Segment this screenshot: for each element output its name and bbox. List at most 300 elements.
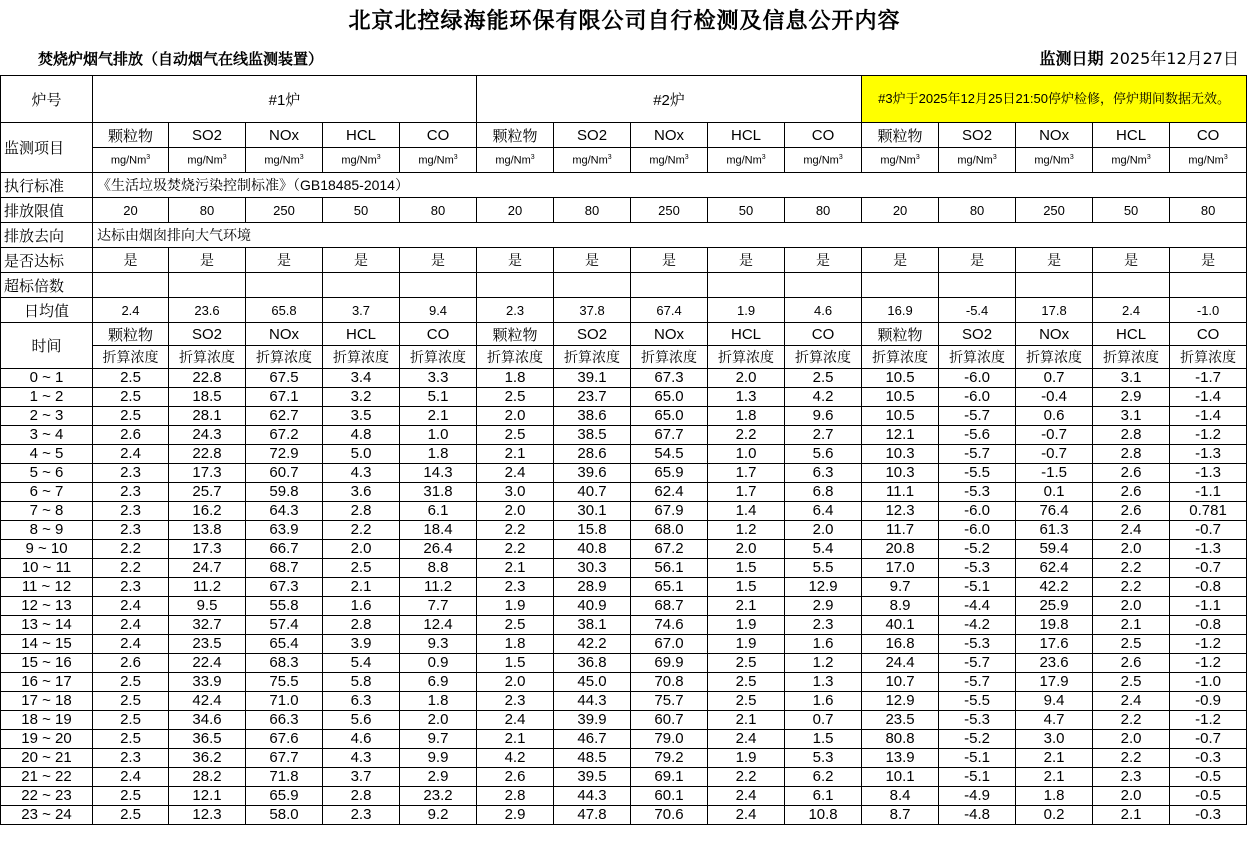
value-cell: 5.6 [323,711,400,730]
daily-avg-cell: 2.3 [477,298,554,323]
hourly-pollutant-header: NOx [631,323,708,346]
value-cell: 8.4 [862,787,939,806]
furnace-label: 炉号 [1,76,93,123]
unit-text: mg/Nm [803,154,839,167]
pollutant-header: CO [785,123,862,148]
pollutant-header: NOx [246,123,323,148]
converted-header: 折算浓度 [169,346,246,369]
value-cell: -5.3 [939,559,1016,578]
value-cell: 2.2 [93,540,169,559]
value-cell: 24.3 [169,426,246,445]
unit-text: mg/Nm [1111,154,1147,167]
daily-avg-cell: 2.4 [1093,298,1170,323]
value-cell: 2.0 [400,711,477,730]
compliance-cell: 是 [862,248,939,273]
value-cell: 24.4 [862,654,939,673]
value-cell: 2.1 [1093,616,1170,635]
value-cell: -4.9 [939,787,1016,806]
value-cell: -5.1 [939,578,1016,597]
value-cell: 62.7 [246,407,323,426]
value-cell: 2.1 [323,578,400,597]
standard-value: 《生活垃圾焚烧污染控制标准》（GB18485-2014） [93,173,1247,198]
time-cell: 16 ~ 17 [1,673,93,692]
value-cell: 1.5 [708,578,785,597]
value-cell: -5.2 [939,540,1016,559]
value-cell: 2.2 [93,559,169,578]
value-cell: 3.2 [323,388,400,407]
value-cell: 2.4 [708,730,785,749]
compliance-cell: 是 [400,248,477,273]
value-cell: 65.9 [631,464,708,483]
value-cell: 2.0 [1093,540,1170,559]
value-cell: 3.1 [1093,369,1170,388]
limit-cell: 80 [939,198,1016,223]
converted-header: 折算浓度 [477,346,554,369]
value-cell: 12.9 [785,578,862,597]
value-cell: 19.8 [1016,616,1093,635]
limit-cell: 50 [708,198,785,223]
value-cell: 2.6 [93,654,169,673]
table-row [1,502,1247,521]
value-cell: -5.3 [939,711,1016,730]
exceed-cell [323,273,400,298]
value-cell: -5.1 [939,768,1016,787]
table-row [1,692,1247,711]
time-cell: 3 ~ 4 [1,426,93,445]
value-cell: -0.4 [1016,388,1093,407]
value-cell: 30.3 [554,559,631,578]
value-cell: 67.3 [246,578,323,597]
value-cell: 12.9 [862,692,939,711]
table-row [1,787,1247,806]
pollutant-header: NOx [1016,123,1093,148]
compliance-cell: 是 [708,248,785,273]
value-cell: 6.9 [400,673,477,692]
value-cell: 9.9 [400,749,477,768]
value-cell: 2.5 [477,388,554,407]
value-cell: 5.0 [323,445,400,464]
pollutant-header: HCL [708,123,785,148]
value-cell: 1.5 [785,730,862,749]
value-cell: 9.6 [785,407,862,426]
value-cell: 68.0 [631,521,708,540]
value-cell: -5.7 [939,407,1016,426]
value-cell: 11.7 [862,521,939,540]
value-cell: 2.6 [1093,483,1170,502]
value-cell: 75.7 [631,692,708,711]
value-cell: 2.4 [93,445,169,464]
value-cell: 2.5 [93,730,169,749]
time-cell: 2 ~ 3 [1,407,93,426]
value-cell: 64.3 [246,502,323,521]
value-cell: 2.5 [93,369,169,388]
value-cell: 5.6 [785,445,862,464]
value-cell: 2.3 [1093,768,1170,787]
time-cell: 9 ~ 10 [1,540,93,559]
converted-header: 折算浓度 [323,346,400,369]
value-cell: 12.4 [400,616,477,635]
value-cell: -5.2 [939,730,1016,749]
value-cell: 17.9 [1016,673,1093,692]
value-cell: 12.3 [169,806,246,825]
time-cell: 17 ~ 18 [1,692,93,711]
unit-cell [323,148,400,173]
value-cell: 40.8 [554,540,631,559]
value-cell: 61.3 [1016,521,1093,540]
value-cell: 2.5 [708,692,785,711]
value-cell: 1.2 [785,654,862,673]
value-cell: 8.8 [400,559,477,578]
value-cell: 1.6 [323,597,400,616]
value-cell: 2.8 [1093,445,1170,464]
value-cell: 6.3 [323,692,400,711]
pollutant-header: CO [1170,123,1247,148]
table-row [1,483,1247,502]
value-cell: 3.7 [323,768,400,787]
value-cell: 57.4 [246,616,323,635]
value-cell: 1.4 [708,502,785,521]
exceed-cell [400,273,477,298]
value-cell: 2.5 [93,711,169,730]
value-cell: 2.1 [477,559,554,578]
value-cell: 2.3 [93,578,169,597]
time-cell: 5 ~ 6 [1,464,93,483]
value-cell: 4.2 [785,388,862,407]
value-cell: -1.4 [1170,407,1247,426]
value-cell: -5.6 [939,426,1016,445]
exceed-cell [169,273,246,298]
value-cell: 1.3 [785,673,862,692]
exceed-cell [631,273,708,298]
limit-cell: 80 [400,198,477,223]
value-cell: 67.5 [246,369,323,388]
value-cell: 9.7 [862,578,939,597]
time-cell: 22 ~ 23 [1,787,93,806]
value-cell: 3.1 [1093,407,1170,426]
unit-superscript: 3 [915,153,920,161]
value-cell: 6.2 [785,768,862,787]
value-cell: 2.1 [1016,749,1093,768]
value-cell: 12.1 [862,426,939,445]
value-cell: 23.2 [400,787,477,806]
table-row [1,540,1247,559]
daily-avg-cell: 67.4 [631,298,708,323]
unit-superscript: 3 [376,153,381,161]
unit-cell [93,148,169,173]
value-cell: 70.6 [631,806,708,825]
value-cell: 2.3 [785,616,862,635]
converted-header: 折算浓度 [1093,346,1170,369]
value-cell: 75.5 [246,673,323,692]
daily-avg-cell: 17.8 [1016,298,1093,323]
value-cell: 2.1 [477,445,554,464]
value-cell: 3.3 [400,369,477,388]
value-cell: 55.8 [246,597,323,616]
converted-header: 折算浓度 [246,346,323,369]
compliance-label: 是否达标 [1,248,93,273]
time-cell: 11 ~ 12 [1,578,93,597]
pollutant-header: 颗粒物 [477,123,554,148]
pollutant-header: SO2 [169,123,246,148]
value-cell: 60.1 [631,787,708,806]
value-cell: 65.9 [246,787,323,806]
value-cell: 2.8 [323,616,400,635]
time-cell: 6 ~ 7 [1,483,93,502]
value-cell: 3.0 [1016,730,1093,749]
value-cell: 59.4 [1016,540,1093,559]
table-row [1,559,1247,578]
value-cell: 28.2 [169,768,246,787]
unit-cell [939,148,1016,173]
value-cell: -5.7 [939,445,1016,464]
pollutant-header: NOx [631,123,708,148]
value-cell: 6.3 [785,464,862,483]
value-cell: 12.3 [862,502,939,521]
value-cell: 10.8 [785,806,862,825]
value-cell: 9.3 [400,635,477,654]
daily-avg-cell: 4.6 [785,298,862,323]
converted-header: 折算浓度 [1170,346,1247,369]
value-cell: 4.2 [477,749,554,768]
value-cell: 28.1 [169,407,246,426]
unit-superscript: 3 [1069,153,1074,161]
value-cell: -5.3 [939,483,1016,502]
unit-text: mg/Nm [341,154,377,167]
value-cell: 1.0 [400,426,477,445]
value-cell: 72.9 [246,445,323,464]
value-cell: -0.7 [1170,559,1247,578]
value-cell: 6.1 [400,502,477,521]
limit-cell: 250 [631,198,708,223]
value-cell: 39.6 [554,464,631,483]
value-cell: 1.7 [708,483,785,502]
value-cell: 2.1 [708,597,785,616]
value-cell: -0.7 [1016,445,1093,464]
daily-avg-cell: -5.4 [939,298,1016,323]
furnace-2-header: #2炉 [477,76,862,123]
hourly-pollutant-header: SO2 [169,323,246,346]
value-cell: 10.3 [862,445,939,464]
value-cell: 0.1 [1016,483,1093,502]
limit-cell: 80 [554,198,631,223]
value-cell: 2.5 [323,559,400,578]
value-cell: 2.0 [1093,730,1170,749]
limit-cell: 250 [1016,198,1093,223]
value-cell: 4.3 [323,464,400,483]
value-cell: 1.9 [708,749,785,768]
value-cell: 5.3 [785,749,862,768]
value-cell: 24.7 [169,559,246,578]
value-cell: 2.4 [93,768,169,787]
exceed-cell [93,273,169,298]
unit-superscript: 3 [530,153,535,161]
value-cell: 66.3 [246,711,323,730]
exceed-cell [785,273,862,298]
value-cell: 36.5 [169,730,246,749]
daily-avg-cell: -1.0 [1170,298,1247,323]
furnace-1-header: #1炉 [93,76,477,123]
limit-cell: 80 [1170,198,1247,223]
value-cell: 2.3 [477,692,554,711]
value-cell: 68.3 [246,654,323,673]
compliance-cell: 是 [93,248,169,273]
value-cell: 40.1 [862,616,939,635]
value-cell: -1.1 [1170,597,1247,616]
date-label: 监测日期 [1039,49,1104,68]
value-cell: 3.5 [323,407,400,426]
value-cell: 2.5 [1093,635,1170,654]
value-cell: 1.8 [400,692,477,711]
unit-superscript: 3 [607,153,612,161]
compliance-cell: 是 [169,248,246,273]
value-cell: 36.2 [169,749,246,768]
value-cell: 62.4 [631,483,708,502]
value-cell: -6.0 [939,502,1016,521]
value-cell: 65.4 [246,635,323,654]
value-cell: -5.5 [939,692,1016,711]
converted-header: 折算浓度 [554,346,631,369]
value-cell: 69.1 [631,768,708,787]
value-cell: 4.3 [323,749,400,768]
value-cell: 2.5 [93,692,169,711]
value-cell: 8.7 [862,806,939,825]
value-cell: 15.8 [554,521,631,540]
value-cell: 2.9 [1093,388,1170,407]
value-cell: 48.5 [554,749,631,768]
value-cell: 10.1 [862,768,939,787]
value-cell: 65.1 [631,578,708,597]
table-row [1,578,1247,597]
value-cell: 76.4 [1016,502,1093,521]
value-cell: 8.9 [862,597,939,616]
date-value: 2025年12月27日 [1109,49,1239,68]
unit-cell [400,148,477,173]
value-cell: 67.6 [246,730,323,749]
value-cell: 1.8 [1016,787,1093,806]
value-cell: 2.6 [477,768,554,787]
hourly-pollutant-header: NOx [246,323,323,346]
time-cell: 8 ~ 9 [1,521,93,540]
value-cell: 71.8 [246,768,323,787]
page-title: 北京北控绿海能环保有限公司自行检测及信息公开内容 [348,9,901,34]
value-cell: 32.7 [169,616,246,635]
unit-text: mg/Nm [880,154,916,167]
value-cell: 2.3 [93,464,169,483]
compliance-cell: 是 [477,248,554,273]
limit-cell: 80 [785,198,862,223]
time-cell: 10 ~ 11 [1,559,93,578]
value-cell: -0.7 [1170,521,1247,540]
exceed-cell [1016,273,1093,298]
value-cell: -1.3 [1170,445,1247,464]
value-cell: 9.5 [169,597,246,616]
value-cell: -1.2 [1170,635,1247,654]
value-cell: 23.7 [554,388,631,407]
hourly-pollutant-header: CO [785,323,862,346]
table-row [1,749,1247,768]
value-cell: -6.0 [939,388,1016,407]
compliance-cell: 是 [1093,248,1170,273]
compliance-cell: 是 [554,248,631,273]
time-cell: 12 ~ 13 [1,597,93,616]
daily-avg-cell: 23.6 [169,298,246,323]
hourly-pollutant-header: HCL [708,323,785,346]
value-cell: 38.1 [554,616,631,635]
value-cell: 18.4 [400,521,477,540]
unit-cell [1093,148,1170,173]
value-cell: 2.4 [708,787,785,806]
value-cell: 2.5 [93,388,169,407]
value-cell: 2.4 [93,635,169,654]
value-cell: -1.5 [1016,464,1093,483]
value-cell: 2.2 [1093,578,1170,597]
time-cell: 23 ~ 24 [1,806,93,825]
unit-superscript: 3 [453,153,458,161]
value-cell: -0.3 [1170,806,1247,825]
value-cell: 23.5 [169,635,246,654]
value-cell: 1.9 [708,635,785,654]
value-cell: -0.9 [1170,692,1247,711]
value-cell: 10.5 [862,407,939,426]
value-cell: 23.6 [1016,654,1093,673]
value-cell: 1.2 [708,521,785,540]
value-cell: -1.3 [1170,540,1247,559]
compliance-cell: 是 [1170,248,1247,273]
value-cell: 60.7 [631,711,708,730]
value-cell: 45.0 [554,673,631,692]
value-cell: 80.8 [862,730,939,749]
value-cell: 2.8 [323,502,400,521]
value-cell: 74.6 [631,616,708,635]
value-cell: 2.5 [93,806,169,825]
value-cell: 0.7 [1016,369,1093,388]
value-cell: 16.8 [862,635,939,654]
value-cell: 17.3 [169,464,246,483]
value-cell: -6.0 [939,521,1016,540]
limit-cell: 20 [477,198,554,223]
value-cell: 2.6 [1093,464,1170,483]
value-cell: 10.3 [862,464,939,483]
value-cell: 0.9 [400,654,477,673]
value-cell: 2.5 [93,673,169,692]
value-cell: 22.4 [169,654,246,673]
hourly-pollutant-header: NOx [1016,323,1093,346]
value-cell: 2.9 [785,597,862,616]
compliance-cell: 是 [631,248,708,273]
value-cell: 9.7 [400,730,477,749]
unit-superscript: 3 [761,153,766,161]
pollutant-header: 颗粒物 [862,123,939,148]
value-cell: 12.1 [169,787,246,806]
value-cell: 22.8 [169,445,246,464]
time-cell: 15 ~ 16 [1,654,93,673]
value-cell: 0.781 [1170,502,1247,521]
value-cell: 6.8 [785,483,862,502]
unit-text: mg/Nm [726,154,762,167]
exceed-cell [554,273,631,298]
value-cell: 67.7 [246,749,323,768]
time-cell: 0 ~ 1 [1,369,93,388]
value-cell: 1.7 [708,464,785,483]
value-cell: -5.1 [939,749,1016,768]
value-cell: 2.0 [477,673,554,692]
unit-superscript: 3 [684,153,689,161]
unit-superscript: 3 [1223,153,1228,161]
value-cell: 5.4 [323,654,400,673]
compliance-cell: 是 [1016,248,1093,273]
value-cell: 2.5 [477,426,554,445]
value-cell: 2.3 [93,483,169,502]
